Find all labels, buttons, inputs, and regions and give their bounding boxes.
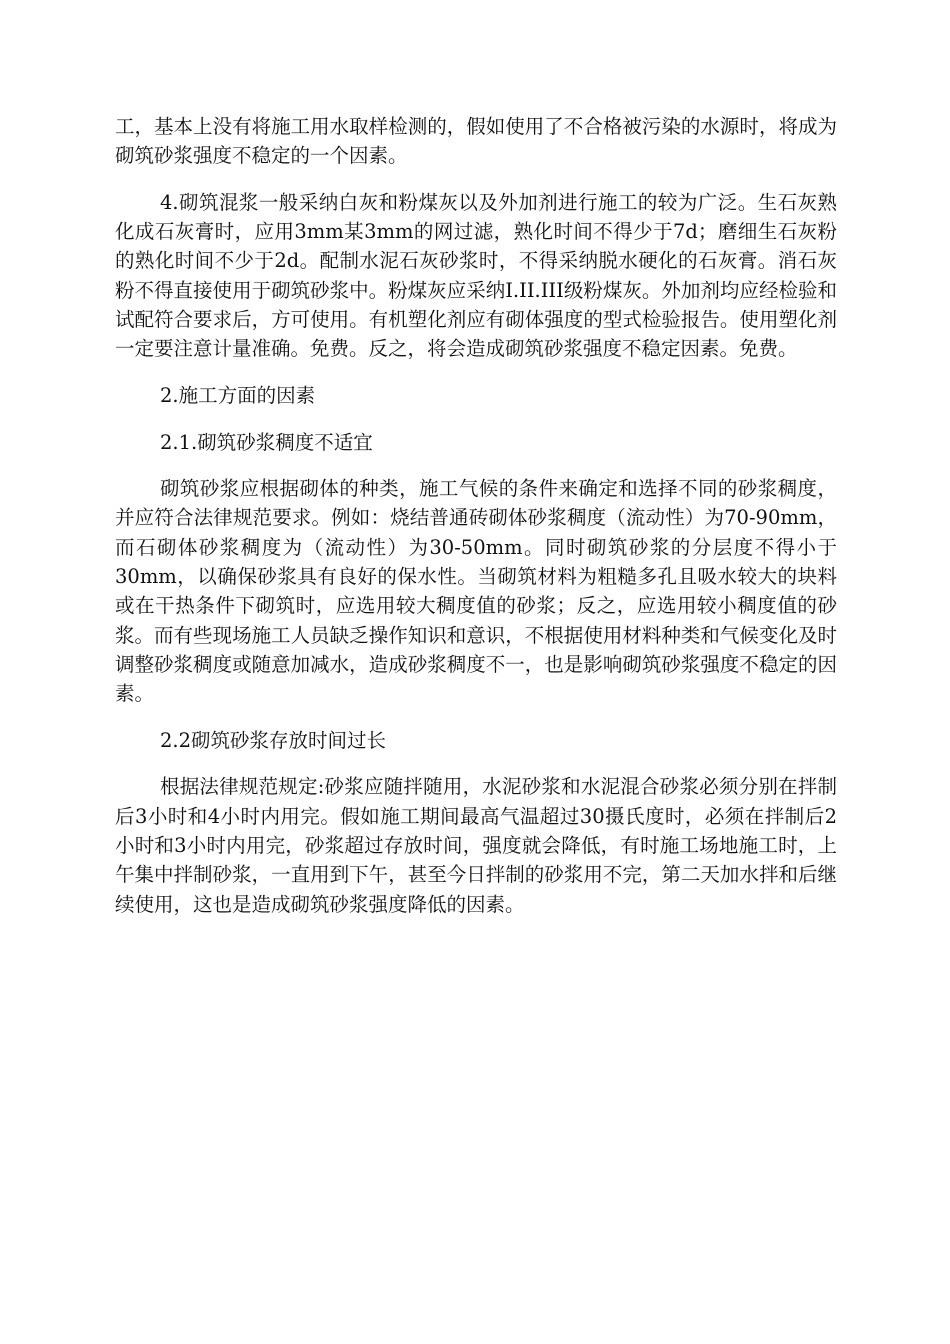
paragraph-section-4-lime-flyash: 4.砌筑混浆一般采纳白灰和粉煤灰以及外加剂进行施工的较为广泛。生石灰熟化成石灰膏时，应用3mm某3mm的网过滤，熟化时间不得少于7d；磨细生石灰粉的熟化时间不少于2d。配制水泥石灰砂浆时，不得采纳脱水硬化的石灰膏。消石灰粉不得直接使用于砌筑砂浆中。粉煤灰应采纳I.II.III级粉煤灰。外加剂均应经检验和试配符合要求后，方可使用。有机塑化剂应有砌体强度的型式检验报告。使用塑化剂一定要注意计量准确。免费。反之，将会造成砌筑砂浆强度不稳定因素。免费。 [115,190,837,361]
document-page [115,112,837,936]
subsection-heading-2-2: 2.2砌筑砂浆存放时间过长 [160,728,387,752]
paragraph-mortar-consistency: 砌筑砂浆应根据砌体的种类，施工气候的条件来确定和选择不同的砂浆稠度，并应符合法律规范要求。例如：烧结普通砖砌体砂浆稠度（流动性）为70-90mm，而石砌体砂浆稠度为（流动性）为30-50mm。同时砌筑砂浆的分层度不得小于30mm，以确保砂浆具有良好的保水性。当砌筑材料为粗糙多孔且吸水较大的块料或在干热条件下砌筑时，应选用较大稠度值的砂浆；反之，应选用较小稠度值的砂浆。而有些现场施工人员缺乏操作知识和意识，不根据使用材料种类和气候变化及时调整砂浆稠度或随意加减水，造成砂浆稠度不一，也是影响砌筑砂浆强度不稳定的因素。 [115,477,837,706]
paragraph-mortar-storage-time: 根据法律规范规定:砂浆应随拌随用，水泥砂浆和水泥混合砂浆必须分别在拌制后3小时和4小时内用完。假如施工期间最高气温超过30摄氏度时，必须在拌制后2小时和3小时内用完，砂浆超过存放时间，强度就会降低，有时施工场地施工时，上午集中拌制砂浆，一直用到下午，甚至今日拌制的砂浆用不完，第二天加水拌和后继续使用，这也是造成砌筑砂浆强度降低的因素。 [115,775,837,916]
section-heading-construction-factors: 2.施工方面的因素 [160,383,316,407]
subsection-heading-2-1: 2.1.砌筑砂浆稠度不适宜 [160,430,373,454]
paragraph-water-source: 工，基本上没有将施工用水取样检测的，假如使用了不合格被污染的水源时，将成为砌筑砂浆强度不稳定的一个因素。 [115,115,837,168]
